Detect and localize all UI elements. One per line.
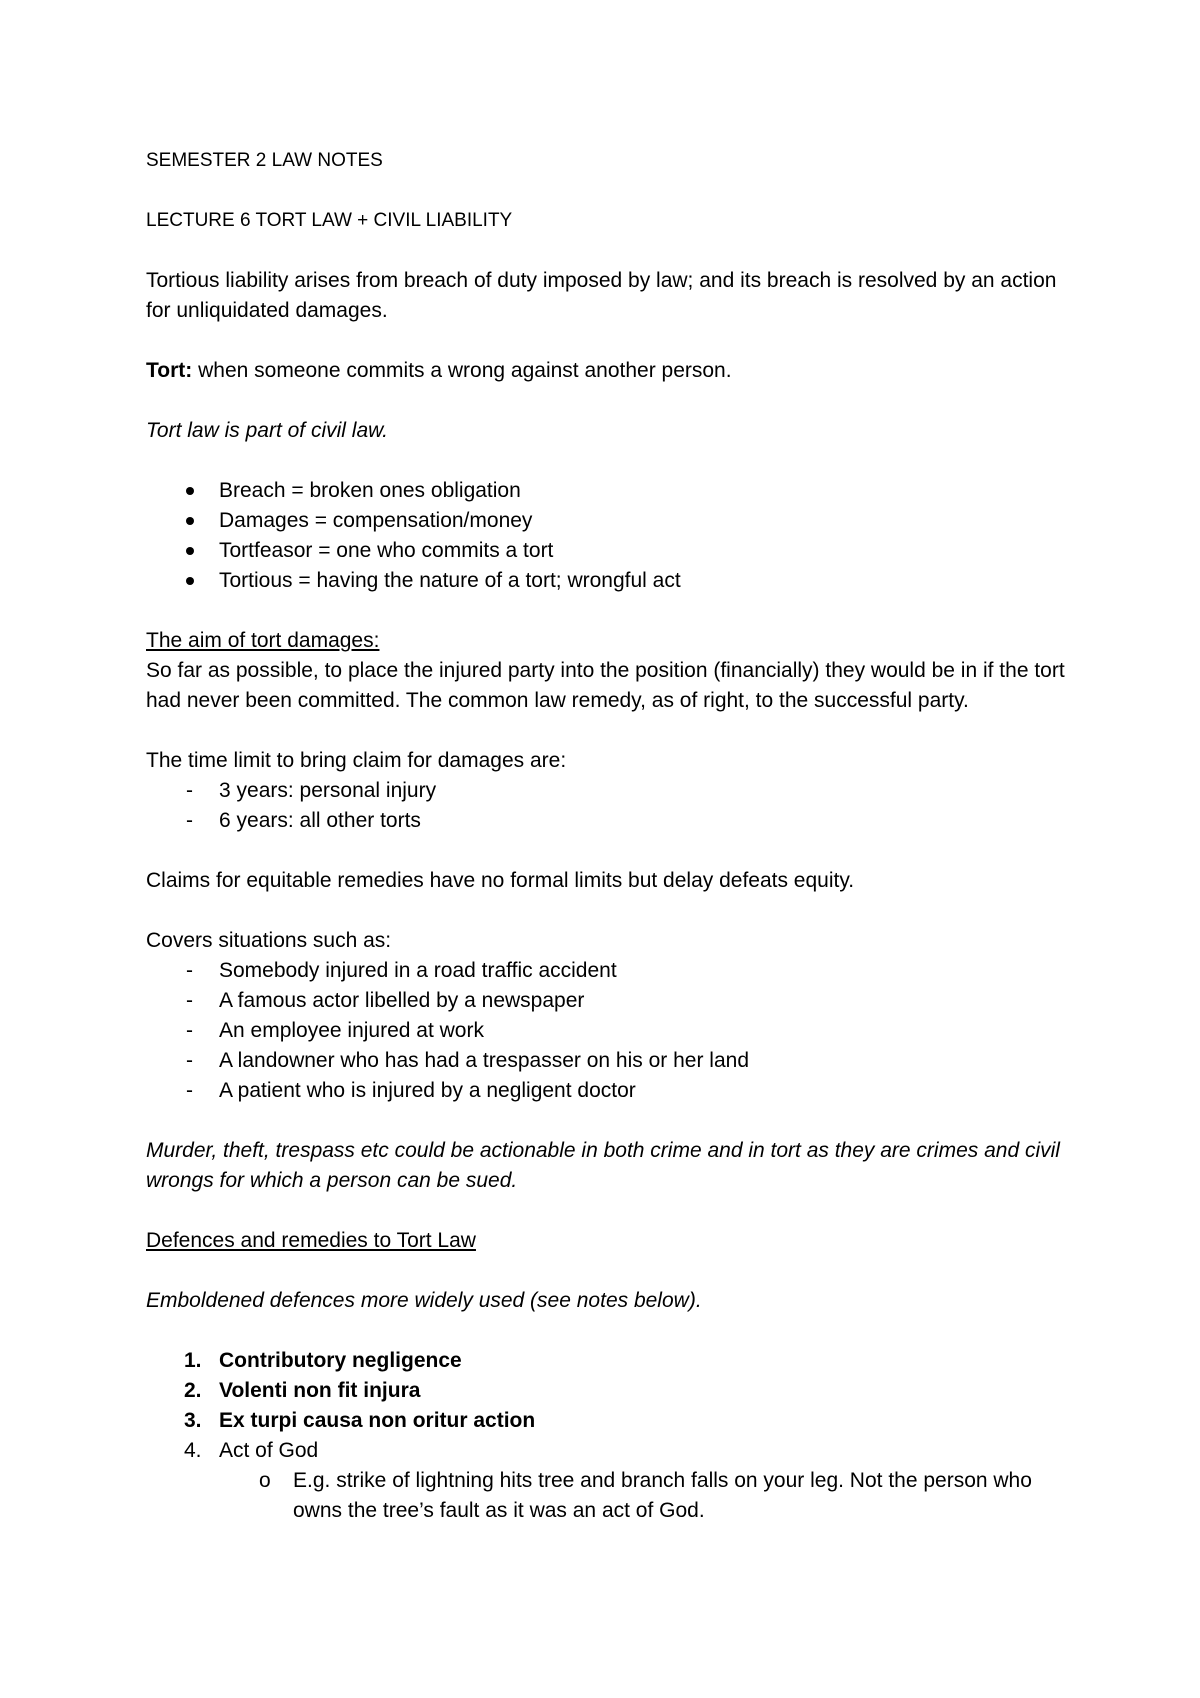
list-item-text: Contributory negligence — [219, 1349, 462, 1372]
dash-marker: - — [186, 959, 193, 982]
list-item-text: Somebody injured in a road traffic accident — [219, 959, 617, 982]
list-item-text: An employee injured at work — [219, 1019, 484, 1042]
list-item — [146, 1016, 1076, 1046]
equitable-remedies-paragraph: Claims for equitable remedies have no formal limits but delay defeats equity. — [146, 869, 855, 892]
lecture-title: LECTURE 6 TORT LAW + CIVIL LIABILITY — [146, 210, 513, 231]
list-item — [146, 1466, 1076, 1526]
civil-law-note — [146, 416, 1076, 446]
aim-paragraph: So far as possible, to place the injured party into the position (financially) they would be in if the tort had never been committed. The common law remedy, as of right, to the successful party. — [146, 659, 1065, 712]
act-of-god-sublist — [146, 1466, 1076, 1526]
list-item-text: A famous actor libelled by a newspaper — [219, 989, 585, 1012]
list-item — [146, 776, 1076, 806]
civil-law-note-text: Tort law is part of civil law. — [146, 419, 388, 442]
list-item — [146, 806, 1076, 836]
dash-marker: - — [186, 1019, 193, 1042]
defences-heading: Defences and remedies to Tort Law — [146, 1229, 476, 1252]
list-item: Breach = broken ones obligation — [146, 476, 1076, 506]
document-title: SEMESTER 2 LAW NOTES — [146, 150, 383, 171]
list-item-text: A landowner who has had a trespasser on his or her land — [219, 1049, 749, 1072]
list-item — [146, 986, 1076, 1016]
list-item — [146, 1046, 1076, 1076]
crime-tort-note — [146, 1136, 1076, 1196]
list-item-text: Volenti non fit injura — [219, 1379, 421, 1402]
dash-marker: - — [186, 1049, 193, 1072]
aim-heading: The aim of tort damages: — [146, 629, 380, 652]
list-item-text: 6 years: all other torts — [219, 809, 421, 832]
crime-tort-note-text: Murder, theft, trespass etc could be actionable in both crime and in tort as they are crimes and civil wrongs for which a person can be sued. — [146, 1139, 1060, 1192]
dash-marker: - — [186, 779, 193, 802]
list-item-text: Act of God — [219, 1439, 319, 1462]
list-item: Tortfeasor = one who commits a tort — [146, 536, 1076, 566]
defences-note — [146, 1286, 1076, 1316]
time-limits-list — [146, 776, 1076, 836]
definitions-list — [146, 476, 1076, 596]
list-number: 4. — [184, 1439, 202, 1462]
list-item — [146, 1406, 1076, 1436]
list-item: Tortious = having the nature of a tort; wrongful act — [146, 566, 1076, 596]
tort-term: Tort: — [146, 359, 193, 382]
list-number: 2. — [184, 1379, 202, 1402]
tort-definition — [146, 356, 1076, 386]
intro-paragraph: Tortious liability arises from breach of duty imposed by law; and its breach is resolved by an action for unliquidated damages. — [146, 269, 1057, 322]
dash-marker: - — [186, 809, 193, 832]
list-item-text: A patient who is injured by a negligent doctor — [219, 1079, 636, 1102]
dash-marker: - — [186, 1079, 193, 1102]
list-item — [146, 1436, 1076, 1466]
covers-list — [146, 956, 1076, 1106]
tort-definition-text: when someone commits a wrong against another person. — [192, 359, 732, 382]
list-item-text: 3 years: personal injury — [219, 779, 437, 802]
document-content — [146, 146, 1076, 1526]
circle-bullet: o — [259, 1469, 271, 1492]
list-item — [146, 1346, 1076, 1376]
defences-list — [146, 1346, 1076, 1466]
time-limit-intro: The time limit to bring claim for damages are: — [146, 749, 567, 772]
list-item — [146, 1376, 1076, 1406]
list-number: 1. — [184, 1349, 202, 1372]
list-item-text: Ex turpi causa non oritur action — [219, 1409, 536, 1432]
list-item-text: E.g. strike of lightning hits tree and branch falls on your leg. Not the person who owns the tree’s fault as it was an act of God. — [293, 1469, 1032, 1522]
list-item — [146, 1076, 1076, 1106]
defences-note-text: Emboldened defences more widely used (see notes below). — [146, 1289, 702, 1312]
dash-marker: - — [186, 989, 193, 1012]
list-item — [146, 956, 1076, 986]
list-item: Damages = compensation/money — [146, 506, 1076, 536]
covers-intro: Covers situations such as: — [146, 929, 392, 952]
list-number: 3. — [184, 1409, 202, 1432]
